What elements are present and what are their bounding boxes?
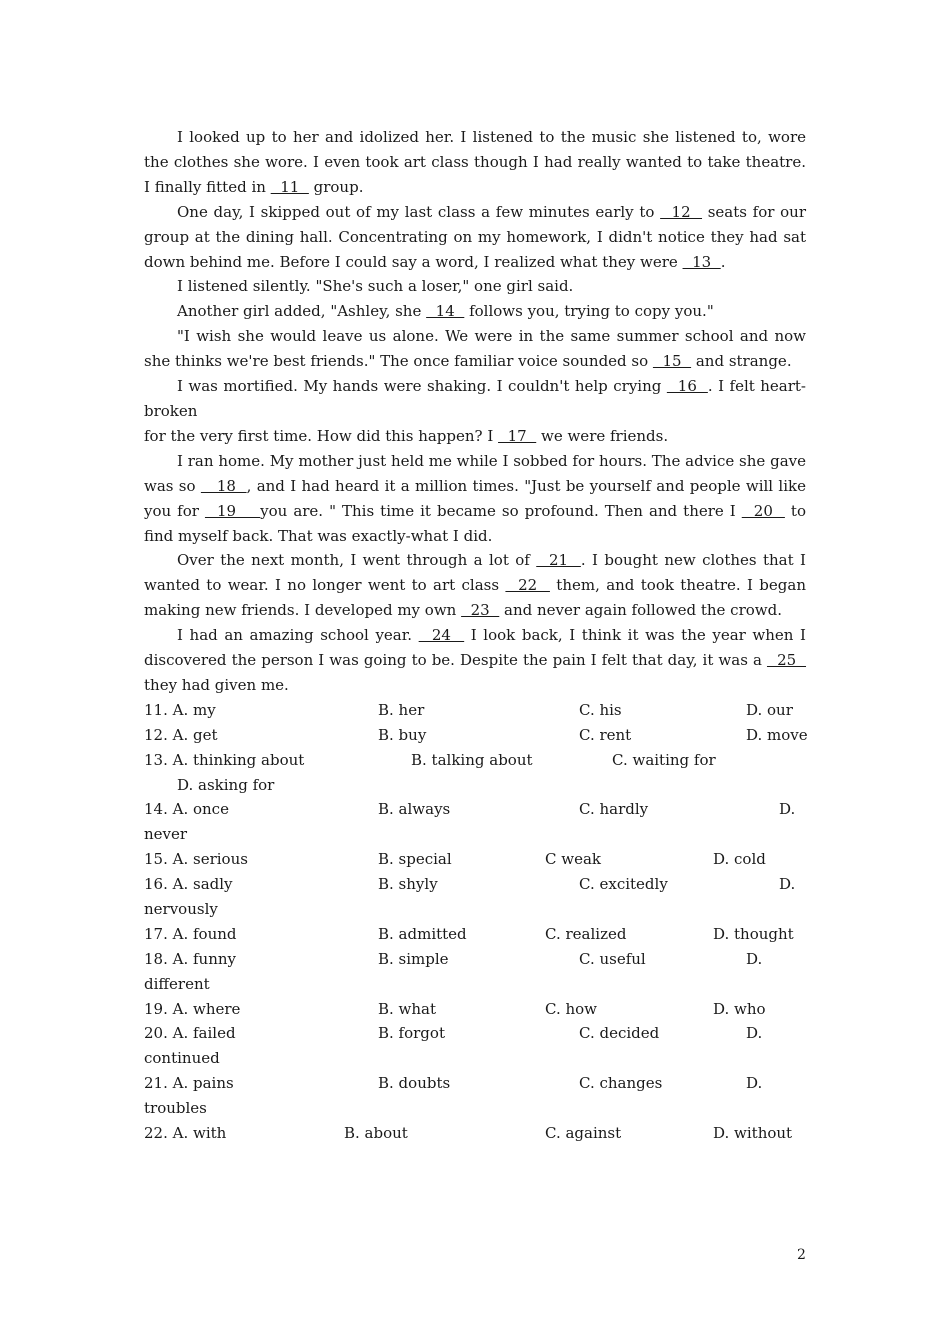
question-21-options-cont xyxy=(144,1096,806,1121)
option-a: 20. A. failed xyxy=(144,1024,236,1043)
option-c: C. waiting for xyxy=(612,750,716,769)
option-c: C. hardly xyxy=(579,800,649,819)
option-a: 21. A. pains xyxy=(144,1074,234,1093)
option-c: C weak xyxy=(545,850,601,869)
question-13-options-cont xyxy=(144,773,806,798)
option-c: C. against xyxy=(545,1123,622,1142)
paragraph-4: Another girl added, "Ashley, she 14 follows you, trying to copy you." xyxy=(177,302,714,321)
blank-16: 16 xyxy=(666,377,708,396)
question-14-options xyxy=(144,797,806,822)
option-d: D. move xyxy=(746,725,808,744)
option-b: B. what xyxy=(378,999,437,1018)
question-18-options xyxy=(144,947,806,972)
blank-19: 19 xyxy=(204,501,261,520)
option-b: B. buy xyxy=(378,725,427,744)
paragraph-9: Over the next month, I went through a lot of 21 . I bought new clothes that I wanted to wear. I no longer went to art class 22 them, and took theatre. I began making new friends. I developed my own 23 and never again followed the crowd. xyxy=(144,551,806,620)
blank-13: 13 xyxy=(682,252,721,271)
blank-14: 14 xyxy=(426,302,465,321)
paragraph-5: "I wish she would leave us alone. We were in the same summer school and now she thinks we're best friends." The once familiar voice sounded so 15 and strange. xyxy=(144,327,806,371)
blank-12: 12 xyxy=(660,202,703,221)
option-a: 11. A. my xyxy=(144,700,216,719)
blank-22: 22 xyxy=(505,576,550,595)
question-20-options xyxy=(144,1021,806,1046)
question-13-options xyxy=(144,748,806,773)
question-17-options xyxy=(144,922,806,947)
option-c: C. useful xyxy=(579,949,646,968)
option-b: B. simple xyxy=(378,949,449,968)
option-b: B. talking about xyxy=(411,750,533,769)
option-d-letter: D. xyxy=(779,800,796,819)
blank-15: 15 xyxy=(652,352,692,371)
question-20-options-cont xyxy=(144,1046,806,1071)
option-d-letter: D. xyxy=(746,949,763,968)
option-b: B. doubts xyxy=(378,1074,451,1093)
option-d-letter: D. xyxy=(779,875,796,894)
question-19-options xyxy=(144,997,806,1022)
question-15-options xyxy=(144,847,806,872)
question-12-options xyxy=(144,723,806,748)
page-number: 2 xyxy=(797,1247,806,1263)
blank-17: 17 xyxy=(498,426,537,445)
blank-25: 25 xyxy=(766,651,807,670)
blank-21: 21 xyxy=(536,551,581,570)
option-d-text: continued xyxy=(144,1049,220,1068)
paragraph-8: I ran home. My mother just held me while I sobbed for hours. The advice she gave was so 18 , and I had heard it a million times. "Just be yourself and people will like you for 19 you are. " This time it became so profound. Then and there I 20 to find myself back. That was exactly-what I did. xyxy=(144,451,806,545)
option-a: 22. A. with xyxy=(144,1123,227,1142)
option-d-letter: D. xyxy=(746,1024,763,1043)
option-b: B. forgot xyxy=(378,1024,445,1043)
paragraph-1: I looked up to her and idolized her. I listened to the music she listened to, wore the clothes she wore. I even took art class though I had really wanted to take theatre. I finally fitted in 11 group. xyxy=(144,128,806,196)
question-14-options-cont xyxy=(144,822,806,847)
option-a: 17. A. found xyxy=(144,924,237,943)
option-c: C. how xyxy=(545,999,598,1018)
option-a: 13. A. thinking about xyxy=(144,750,305,769)
blank-11: 11 xyxy=(270,177,309,196)
option-b: B. shyly xyxy=(378,875,438,894)
blank-23: 23 xyxy=(461,601,500,620)
option-d-letter: D. xyxy=(746,1074,763,1093)
option-b: B. special xyxy=(378,850,452,869)
option-a: 12. A. get xyxy=(144,725,218,744)
option-c: C. his xyxy=(579,700,622,719)
option-b: B. always xyxy=(378,800,451,819)
option-c: C. excitedly xyxy=(579,875,668,894)
passage-body xyxy=(144,125,806,1146)
option-a: 15. A. serious xyxy=(144,850,248,869)
option-a: 16. A. sadly xyxy=(144,875,233,894)
question-11-options xyxy=(144,698,806,723)
option-a: 18. A. funny xyxy=(144,949,236,968)
option-c: C. changes xyxy=(579,1074,663,1093)
option-c: C. decided xyxy=(579,1024,660,1043)
option-a: 19. A. where xyxy=(144,999,241,1018)
option-d: D. asking for xyxy=(177,775,275,794)
option-d-text: never xyxy=(144,825,188,844)
option-c: C. realized xyxy=(545,924,627,943)
option-d-text: troubles xyxy=(144,1099,207,1118)
paragraph-3: I listened silently. "She's such a loser," one girl said. xyxy=(177,277,574,296)
option-d-text: nervously xyxy=(144,899,218,918)
question-16-options-cont xyxy=(144,897,806,922)
question-21-options xyxy=(144,1071,806,1096)
question-22-options xyxy=(144,1121,806,1146)
option-d: D. cold xyxy=(713,850,766,869)
option-d: D. who xyxy=(713,999,766,1018)
options-list xyxy=(144,698,806,1146)
option-d-text: different xyxy=(144,974,210,993)
paragraph-2: One day, I skipped out of my last class a few minutes early to 12 seats for our group at the dining hall. Concentrating on my homework, I didn't notice they had sat down behind me. Before I could say a word, I realized what they were 13 . xyxy=(144,202,806,271)
option-c: C. rent xyxy=(579,725,632,744)
paragraph-10: I had an amazing school year. 24 I look back, I think it was the year when I discovered the person I was going to be. Despite the pain I felt that day, it was a 25 they had given me. xyxy=(144,626,807,694)
paragraph-6: I was mortified. My hands were shaking. I couldn't help crying 16 . I felt heart-broken xyxy=(144,377,806,420)
option-d: D. our xyxy=(746,700,793,719)
question-16-options xyxy=(144,872,806,897)
option-b: B. about xyxy=(344,1123,408,1142)
option-a: 14. A. once xyxy=(144,800,229,819)
option-d: D. without xyxy=(713,1123,793,1142)
option-d: D. thought xyxy=(713,924,794,943)
option-b: B. admitted xyxy=(378,924,467,943)
option-b: B. her xyxy=(378,700,425,719)
blank-20: 20 xyxy=(741,501,785,520)
blank-18: 18 xyxy=(200,476,247,495)
paragraph-7: for the very first time. How did this happen? I 17 we were friends. xyxy=(144,426,669,445)
question-18-options-cont xyxy=(144,972,806,997)
blank-24: 24 xyxy=(418,626,465,645)
